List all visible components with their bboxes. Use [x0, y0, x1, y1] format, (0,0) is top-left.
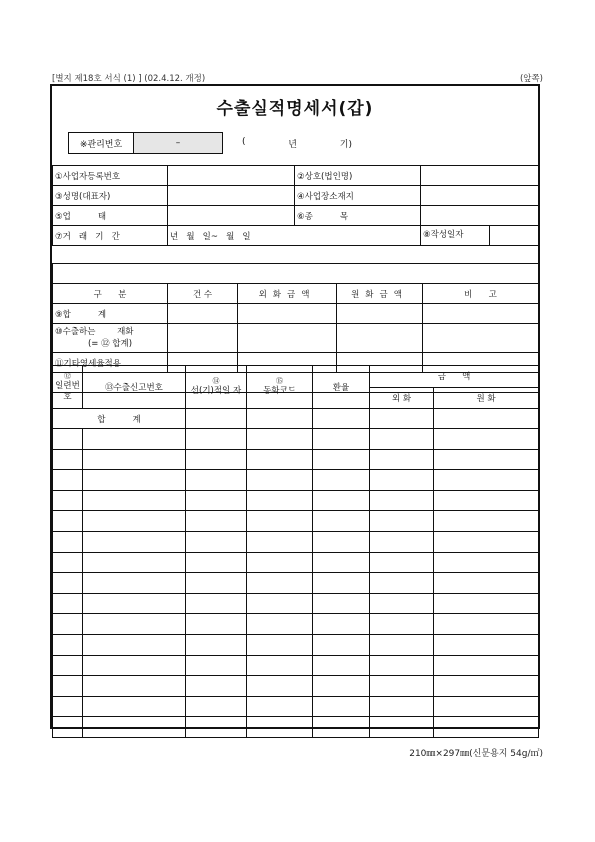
detail-header-foreign: 외 화	[370, 387, 434, 409]
detail-cell[interactable]	[434, 490, 539, 511]
serial-header-label: 일련번호	[55, 380, 80, 402]
table-row	[53, 470, 539, 491]
detail-cell[interactable]	[83, 552, 186, 573]
table-row	[53, 552, 539, 573]
period-field[interactable]: 년 월 일~ 월 일	[168, 226, 421, 246]
detail-cell[interactable]	[313, 449, 370, 470]
summary-header-remarks: 비 고	[423, 284, 539, 304]
detail-cell[interactable]	[434, 449, 539, 470]
summary-export-goods-cell	[53, 324, 168, 353]
detail-cell[interactable]	[247, 593, 313, 614]
spacer-row	[53, 264, 539, 284]
period-label: ⑦거 래 기 간	[53, 226, 168, 246]
summary-header-category: 구 분	[53, 284, 168, 304]
address-field[interactable]	[421, 186, 539, 206]
date-written-label: ⑧작성일자	[421, 226, 490, 245]
detail-cell[interactable]	[370, 409, 434, 429]
detail-cell[interactable]	[186, 593, 247, 614]
detail-cell[interactable]	[313, 614, 370, 635]
currency-header-label: 동화코드	[263, 386, 296, 396]
management-number-field[interactable]: –	[134, 133, 223, 154]
detail-cell[interactable]	[434, 614, 539, 635]
detail-cell[interactable]	[370, 490, 434, 511]
detail-cell[interactable]	[83, 429, 186, 450]
summary-total-label: ⑨합 계	[53, 304, 168, 324]
detail-cell[interactable]	[247, 409, 313, 429]
detail-cell[interactable]	[370, 655, 434, 676]
detail-cell[interactable]	[434, 676, 539, 697]
detail-cell[interactable]	[370, 696, 434, 717]
detail-cell[interactable]	[247, 552, 313, 573]
detail-cell[interactable]	[247, 717, 313, 738]
detail-cell[interactable]	[53, 552, 83, 573]
detail-cell[interactable]	[83, 614, 186, 635]
year-label: 년	[288, 140, 297, 150]
detail-cell[interactable]	[83, 634, 186, 655]
detail-cell[interactable]	[434, 696, 539, 717]
table-row	[53, 696, 539, 717]
summary-cell[interactable]	[238, 304, 337, 324]
detail-cell[interactable]	[434, 552, 539, 573]
detail-cell[interactable]	[186, 470, 247, 491]
detail-total-label: 합 계	[53, 409, 186, 429]
table-row	[53, 593, 539, 614]
item-field[interactable]	[421, 206, 539, 226]
detail-cell[interactable]	[434, 593, 539, 614]
detail-cell[interactable]	[247, 429, 313, 450]
detail-cell[interactable]	[313, 573, 370, 594]
detail-cell[interactable]	[186, 511, 247, 532]
detail-cell[interactable]	[53, 614, 83, 635]
detail-cell[interactable]	[247, 470, 313, 491]
year-period	[242, 137, 352, 150]
detail-cell[interactable]	[313, 552, 370, 573]
ship-header-label: 선(기)적일 자	[190, 386, 242, 396]
form-title: 수출실적명세서(갑)	[216, 99, 374, 119]
detail-cell[interactable]	[83, 655, 186, 676]
form-number: [별지 제18호 서식 (1) ] (02.4.12. 개정)	[52, 74, 206, 84]
detail-cell[interactable]	[186, 552, 247, 573]
detail-cell[interactable]	[186, 634, 247, 655]
table-row	[53, 614, 539, 635]
detail-cell[interactable]	[313, 490, 370, 511]
detail-cell[interactable]	[370, 614, 434, 635]
serial-number-marker: ⑫	[64, 371, 71, 380]
detail-cell[interactable]	[247, 449, 313, 470]
item-label: ⑥종 목	[295, 206, 421, 226]
detail-cell[interactable]	[186, 573, 247, 594]
summary-cell[interactable]	[423, 324, 539, 353]
detail-cell[interactable]	[83, 449, 186, 470]
table-row	[53, 429, 539, 450]
detail-cell[interactable]	[53, 470, 83, 491]
detail-header-amount: 금 액	[370, 366, 539, 388]
detail-cell[interactable]	[370, 676, 434, 697]
detail-cell[interactable]	[370, 573, 434, 594]
summary-header-won: 원화금액	[337, 284, 423, 304]
detail-cell[interactable]	[83, 717, 186, 738]
business-type-label: ⑤업 태	[53, 206, 168, 226]
detail-cell[interactable]	[313, 634, 370, 655]
detail-cell[interactable]	[186, 717, 247, 738]
detail-cell[interactable]	[247, 531, 313, 552]
detail-cell[interactable]	[370, 449, 434, 470]
biz-reg-no-field[interactable]	[168, 166, 295, 186]
detail-cell[interactable]	[370, 717, 434, 738]
term-label: 기)	[339, 140, 352, 150]
detail-cell[interactable]	[83, 696, 186, 717]
trade-name-field[interactable]	[421, 166, 539, 186]
detail-cell[interactable]	[186, 696, 247, 717]
detail-cell[interactable]	[186, 429, 247, 450]
detail-cell[interactable]	[370, 634, 434, 655]
summary-cell[interactable]	[423, 304, 539, 324]
detail-cell[interactable]	[83, 511, 186, 532]
detail-table	[52, 365, 539, 738]
table-row	[53, 531, 539, 552]
table-row	[53, 511, 539, 532]
detail-cell[interactable]	[313, 676, 370, 697]
detail-cell[interactable]	[83, 490, 186, 511]
detail-cell[interactable]	[247, 490, 313, 511]
detail-cell[interactable]	[83, 573, 186, 594]
biz-reg-no-label: ①사업자등록번호	[53, 166, 168, 186]
detail-cell[interactable]	[53, 634, 83, 655]
date-written-cell[interactable]	[421, 226, 539, 246]
detail-cell[interactable]	[186, 490, 247, 511]
ship-number-marker: ⑭	[212, 377, 220, 385]
detail-header-rate: 환율	[313, 366, 370, 409]
detail-cell[interactable]	[53, 655, 83, 676]
rep-name-field[interactable]	[168, 186, 295, 206]
form-frame	[50, 84, 540, 729]
table-row	[53, 676, 539, 697]
detail-cell[interactable]	[53, 531, 83, 552]
management-box	[68, 132, 223, 154]
detail-cell[interactable]	[247, 634, 313, 655]
detail-cell[interactable]	[313, 511, 370, 532]
detail-cell[interactable]	[313, 429, 370, 450]
detail-header-decl: ⑬수출신고번호	[83, 366, 186, 409]
table-row	[53, 717, 539, 738]
management-label: ※관리번호	[69, 133, 134, 154]
address-label: ④사업장소재지	[295, 186, 421, 206]
detail-cell[interactable]	[53, 573, 83, 594]
detail-cell[interactable]	[53, 449, 83, 470]
detail-cell[interactable]	[83, 470, 186, 491]
detail-cell[interactable]	[313, 717, 370, 738]
detail-cell[interactable]	[313, 696, 370, 717]
detail-cell[interactable]	[370, 531, 434, 552]
summary-cell[interactable]	[168, 324, 238, 353]
detail-cell[interactable]	[434, 634, 539, 655]
detail-cell[interactable]	[53, 696, 83, 717]
trade-name-label: ②상호(법인명)	[295, 166, 421, 186]
detail-cell[interactable]	[247, 676, 313, 697]
detail-cell[interactable]	[186, 655, 247, 676]
detail-cell[interactable]	[434, 655, 539, 676]
page-side: (앞쪽)	[519, 74, 543, 84]
detail-cell[interactable]	[247, 511, 313, 532]
summary-cell[interactable]	[337, 304, 423, 324]
detail-header-ship	[186, 366, 247, 409]
detail-cell[interactable]	[370, 470, 434, 491]
summary-cell[interactable]	[337, 324, 423, 353]
paper-spec: 210㎜×297㎜(신문용지 54g/㎡)	[409, 749, 543, 759]
summary-cell[interactable]	[238, 324, 337, 353]
detail-cell[interactable]	[83, 676, 186, 697]
detail-cell[interactable]	[53, 429, 83, 450]
detail-rows	[53, 429, 539, 738]
detail-cell[interactable]	[434, 429, 539, 450]
detail-cell[interactable]	[247, 614, 313, 635]
detail-cell[interactable]	[313, 655, 370, 676]
summary-header-count: 건 수	[168, 284, 238, 304]
detail-cell[interactable]	[186, 449, 247, 470]
table-row	[53, 490, 539, 511]
detail-cell[interactable]	[83, 593, 186, 614]
detail-cell[interactable]	[186, 614, 247, 635]
detail-cell[interactable]	[247, 655, 313, 676]
table-row	[53, 573, 539, 594]
currency-number-marker: ⑮	[276, 377, 283, 385]
detail-cell[interactable]	[370, 511, 434, 532]
table-row	[53, 634, 539, 655]
summary-header-foreign: 외화금액	[238, 284, 337, 304]
detail-cell[interactable]	[186, 676, 247, 697]
detail-cell[interactable]	[434, 531, 539, 552]
detail-cell[interactable]	[370, 552, 434, 573]
detail-cell[interactable]	[186, 531, 247, 552]
detail-cell[interactable]	[370, 593, 434, 614]
detail-cell[interactable]	[53, 490, 83, 511]
detail-cell[interactable]	[53, 676, 83, 697]
detail-cell[interactable]	[313, 409, 370, 429]
summary-cell[interactable]	[168, 304, 238, 324]
detail-cell[interactable]	[313, 593, 370, 614]
detail-cell[interactable]	[434, 717, 539, 738]
detail-cell[interactable]	[434, 573, 539, 594]
detail-cell[interactable]	[313, 531, 370, 552]
detail-header-won: 원 화	[434, 387, 539, 409]
detail-header-currency	[247, 366, 313, 409]
detail-cell[interactable]	[434, 511, 539, 532]
rep-name-label: ③성명(대표자)	[53, 186, 168, 206]
table-row	[53, 449, 539, 470]
table-row	[53, 655, 539, 676]
summary-other-zero-rate-label: ⑪기타영세율적용	[53, 353, 168, 373]
detail-cell[interactable]	[53, 593, 83, 614]
business-type-field[interactable]	[168, 206, 295, 226]
summary-export-goods-sub: (= ⑫ 합계)	[87, 339, 133, 349]
detail-cell[interactable]	[53, 511, 83, 532]
detail-cell[interactable]	[53, 717, 83, 738]
detail-cell[interactable]	[434, 470, 539, 491]
detail-cell[interactable]	[370, 429, 434, 450]
detail-cell[interactable]	[313, 470, 370, 491]
detail-header-serial	[53, 366, 83, 409]
year-open: (	[242, 137, 246, 147]
detail-cell[interactable]	[434, 409, 539, 429]
detail-cell[interactable]	[247, 696, 313, 717]
detail-cell[interactable]	[186, 409, 247, 429]
summary-export-goods-label: ⑩수출하는 재화	[55, 327, 134, 337]
detail-cell[interactable]	[83, 531, 186, 552]
taxpayer-info-table	[52, 165, 539, 246]
detail-cell[interactable]	[247, 573, 313, 594]
